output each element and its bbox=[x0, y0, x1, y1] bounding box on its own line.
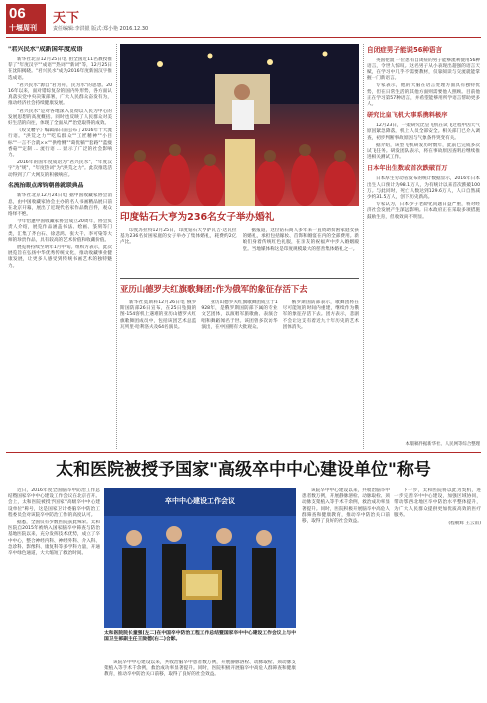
advertorial-col-3 bbox=[302, 488, 390, 695]
section-title: 天下 bbox=[53, 11, 80, 26]
middle-article-2 bbox=[120, 300, 359, 446]
right-paragraph: 专家表示，他的大脑在语言处理方面具有独特优势，但在日常生活的其他方面则需要他人照顾。目前他正在学习第57种语言，并希望能够用所学语言帮助更多人。 bbox=[367, 83, 480, 107]
paper-name: 十堰周刊 bbox=[9, 24, 37, 32]
advertorial-col-2b bbox=[104, 660, 296, 695]
section-divider bbox=[120, 278, 359, 279]
right-title-3: 日本年出生数或首次跌破百万 bbox=[367, 165, 448, 173]
advertorial-paragraph: 近日，2016年度全国脑卒中防治工作总结暨国家卒中中心建设工作会议在北京召开。会上，太和医院被授予国家"高级卒中中心建设单位"称号，这是国家卫计委脑卒中防治工程委员会对该院卒中防治工作的高度认可。 bbox=[8, 488, 100, 518]
header-rule bbox=[6, 37, 481, 38]
left-paragraph: 2016年的国年度成语为"君兴民水"，"年度汉字"为"规"，"年度热词"为"洪荒之力"。此次推选活动得到了广大网友的积极响应。 bbox=[8, 160, 112, 178]
middle-headline-2: 亚历山德罗夫红旗歌舞团:作为俄军的象征存活下去 bbox=[120, 284, 308, 294]
right-title-2: 研究比皇飞机大事系携料极序 bbox=[367, 112, 448, 120]
left-paragraph: 新华社北京12月24日电 据中国收藏家协会消息，由中国收藏家协会主办的名人书画精品展日前在北京开幕，展出了近现代名家作品数百件，观众络绎不绝。 bbox=[8, 193, 112, 217]
advertorial-col-4 bbox=[394, 488, 481, 695]
middle-article-1 bbox=[120, 228, 359, 274]
wedding-photo bbox=[120, 44, 359, 206]
middle-headline-1: 印度钻石大亨为236名女子举办婚礼 bbox=[120, 212, 275, 223]
advertorial-paragraph: 该院卒中中心建设以来，共收治脑卒中患者数万例，开展静脉溶栓、动脉取栓、颈动脉支架植入等手术千余例，救治成功率显著提升。同时，医院积极开展脑卒中高危人群筛查和健康教育，推动卒中防治关口前移，取得了良好的社会效益。 bbox=[104, 660, 296, 678]
column-divider bbox=[116, 44, 117, 449]
advertorial-paragraph: 该院卒中中心建设以来，共收治脑卒中患者数万例，开展静脉溶栓、动脉取栓、颈动脉支架植入等手术千余例，救治成功率显著提升。同时，医院积极开展脑卒中高危人群筛查和健康教育，推动卒中防治关口前移，取得了良好的社会效益。 bbox=[302, 488, 390, 525]
article-author: (程朝辉 王云甫) bbox=[448, 521, 481, 527]
photo-banner-text: 卒中中心建设工作会议 bbox=[165, 497, 235, 505]
left-paragraph: 今年恰逢中国收藏家协会成立20周年，协会负责人介绍，展览作品涵盖书法、绘画、篆刻等门类，汇集了齐白石、徐悲鸿、张大千、李可染等大师的珍贵作品，具有较高的艺术价值和收藏价值。 bbox=[8, 219, 112, 243]
conference-photo-scene bbox=[104, 488, 296, 628]
advertorial-paragraph: 下一步，太和医院将以此为契机，进一步完善卒中中心建设，加强区域协同，带动鄂西北地区卒中防治水平整体提升，为广大人民群众提供更加优质高效的医疗服务。 bbox=[394, 488, 481, 518]
left-article-title: "君兴民水"成新国年度成语 bbox=[8, 46, 83, 53]
left-column bbox=[8, 46, 112, 444]
middle-paragraph: 俄罗斯国防部表示，歌舞团将在尽可能短的时间内重建，继续作为俄军的象征存活下去。团方表示，悲剧不会让这支有着近九十年历史的艺术团体消失。 bbox=[282, 300, 359, 330]
right-paragraph: 英国伦敦 一位患有自闭症的男子能够流利使用56种语言，令世人惊叹。这名男子从小表现出超强的语言天赋，在学习中几乎不需要教材，仅靠阅读与交流就能掌握一门新语言。 bbox=[367, 57, 480, 82]
page-number: 06 bbox=[9, 5, 26, 22]
photo-caption: 太和医院院长童强(左二)在中国卒中防治工程工作总结暨国家卒中中心建设工作会议上与中国卫生部副主任王陇德(右二)合影。 bbox=[104, 631, 296, 643]
middle-paragraph: 亚历山德罗夫红旗歌舞团成立于1928年，是俄罗斯国防部下属的专业文艺团体，以演唱军旅歌曲、表演合唱和舞蹈闻名于世。该团曾多次访华演出，在中国拥有大批观众。 bbox=[201, 300, 278, 330]
left-paragraph: "君兴民水"源自"君为舟，民为水"的思想。2016年以来，面对错综复杂的国内外形势，各方面认真落实党中央决策部署，广大人民群众奋发有为，推动经济社会持续健康发展。 bbox=[8, 82, 112, 107]
column-divider bbox=[363, 44, 364, 449]
right-paragraph: 据介绍，该型飞机研发历时数年，此前已完成多次试飞任务。研发团队表示，将在事故原因查明后继续推进相关测试工作。 bbox=[367, 142, 480, 161]
right-paragraph: 12月23日，一架研究比皇飞机在试飞过程中因天气原因紧急降落，机上人员全部安全。相关部门已介入调查，初步判断事故原因与气象条件突变有关。 bbox=[367, 123, 480, 141]
editor-credits: 责任编辑:李洪银 版式:郑小艳 2016.12.30 bbox=[53, 26, 149, 32]
left-paragraph: 新华社北京12月25日电 由全国近11名教授推荐了"年度汉字""成语""热词""新词"等，12月25日在沈阳揭晓。"君兴民水"成为2016年度新国汉字推选成语。 bbox=[8, 57, 112, 81]
advertorial-rule bbox=[6, 452, 481, 453]
advertorial-col-1 bbox=[8, 488, 100, 695]
advertorial-paragraph: 据悉，全国仅有少数医院获此殊荣。太和医院自2015年被纳入国家脑卒中筛查与防治基地医院以来，充分发挥技术优势，成立了卒中中心，整合神经内科、神经外科、介入科、急诊科、影像科、康复科等多学科力量，开通卒中绿色通道，大大缩短了救治时间。 bbox=[8, 520, 100, 557]
right-column bbox=[367, 46, 480, 441]
conference-photo bbox=[104, 488, 296, 628]
left-paragraph: 《咬文嚼字》编辑部日前公布了2016年十大流行语。"洪荒之力""吃瓜群众""工匠精神""小目标""一言不合就××""供给侧""葛优躺""套路""蓝瘦香菇""定制 ... 流行语 ... 显示了广泛的社会影响力。 bbox=[8, 128, 112, 159]
advertorial-headline: 太和医院被授予国家"高级卒中中心建设单位"称号 bbox=[56, 460, 431, 480]
right-paragraph: 日本厚生劳动省发布的统计数据显示，2016年日本出生人口预计为98.1万人，为有统计以来首次跌破100万。与此同时，死亡人数达到129.6万人，人口自然减少约31.5万人，创下历史新高。 bbox=[367, 176, 480, 200]
wedding-photo-scene bbox=[120, 44, 359, 206]
left-subtitle: 名流抬眼点席钧朝兽就联典品 bbox=[8, 182, 84, 189]
right-paragraph: 专家认为，日本少子老龄化问题日益严重，将对经济社会发展产生深远影响。日本政府正在采取多项措施鼓励生育，但收效尚不明显。 bbox=[367, 202, 480, 220]
left-paragraph: 展览将持续至明年1月中旬。组织方表示，此次展览旨在弘扬中华优秀传统文化，推动收藏事业健康发展，让更多人感受到传统书画艺术的独特魅力。 bbox=[8, 244, 112, 269]
left-paragraph: "君兴民水"是对各地深入贯彻以人民为中心的发展思想的高度概括。同时也反映了人民群众对美好生活的向往，体现了全面从严治党取得的成效。 bbox=[8, 108, 112, 127]
right-title-1: 自闭症男子能说56种语言 bbox=[367, 46, 443, 54]
page-header bbox=[6, 4, 481, 36]
source-credit: 本版稿件据新华社、人民网等综合整理 bbox=[405, 442, 480, 447]
middle-paragraph: 印度苏拉特12月25日，印度钻石大亨萨瓦吉·达瓦拉基为236名贫困家庭的女子举办了集体婚礼，耗费约2亿卢比。 bbox=[120, 228, 237, 246]
middle-paragraph: 据报道，这位钻石商人多年来一直资助贫困家庭女孩的婚礼，承担包括嫁妆、首饰和婚宴在内的全部费用。新娘们身着传统红色礼服，在亲友的祝福声中步入婚姻殿堂。当地媒体称这是印度规模最大的慈善集体婚礼之一。 bbox=[242, 228, 359, 252]
middle-paragraph: 新华社莫斯科12月26日电 俄罗斯国防部26日宣布，在25日坠毁的图-154客机上遇难的亚历山德罗夫红旗歌舞团成员中，包括该团艺术总监瓦列里·哈利洛夫及64名演员。 bbox=[120, 300, 197, 330]
